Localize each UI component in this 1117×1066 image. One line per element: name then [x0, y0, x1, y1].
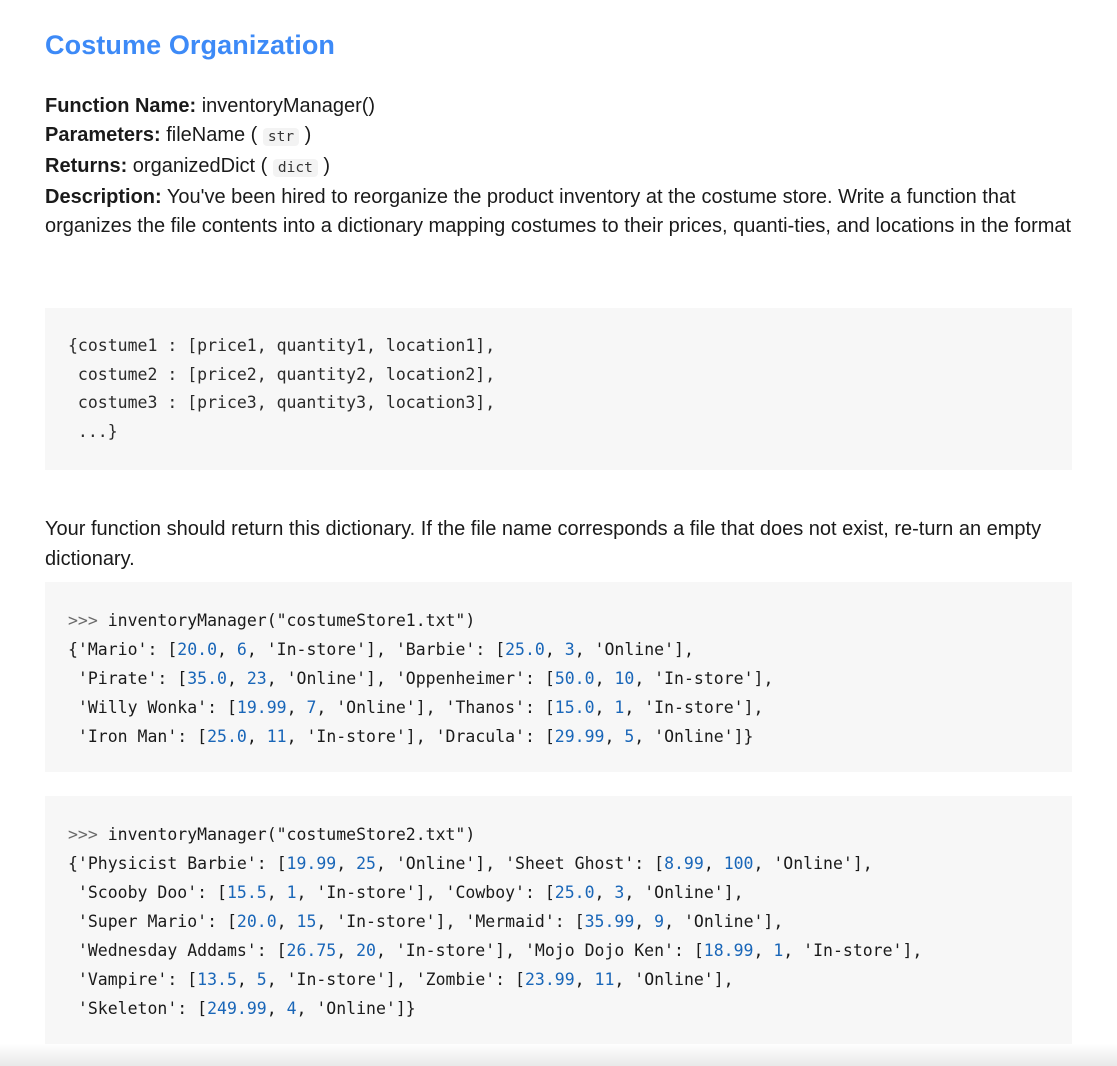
parameters-line	[45, 121, 1072, 152]
code-token: ,	[266, 883, 287, 902]
code-token: 'Willy Wonka': [	[68, 698, 237, 717]
code-token: 'Super Mario': [	[68, 912, 237, 931]
output-line	[68, 965, 1072, 994]
description-text: You've been hired to reorganize the product inventory at the costume store. Write a function that organizes the file contents into a dictionary mapping costumes to their prices, quanti-ties, and locations in the format	[45, 186, 1072, 237]
code-token: , 'In-store'],	[634, 669, 774, 688]
parameters-type: str	[263, 128, 299, 146]
code-token: 'Vampire': [	[68, 970, 198, 989]
number-token: 5	[256, 970, 267, 989]
code-token: , 'Online'],	[614, 970, 734, 989]
code-token: ,	[634, 912, 655, 931]
output-line	[68, 994, 1072, 1023]
number-token: 3	[614, 883, 625, 902]
code-token: , 'In-store'],	[624, 698, 764, 717]
output-line	[68, 936, 1072, 965]
number-token: 25.0	[207, 727, 247, 746]
number-token: 25.0	[554, 883, 595, 902]
call-text: inventoryManager("costumeStore2.txt")	[97, 825, 476, 844]
number-token: 3	[564, 640, 575, 659]
number-token: 15.0	[554, 698, 595, 717]
number-token: 1	[286, 883, 297, 902]
code-token: ,	[703, 854, 724, 873]
output-line	[68, 722, 1072, 751]
code-token: {'Physicist Barbie': [	[68, 854, 287, 873]
number-token: 19.99	[236, 698, 287, 717]
number-token: 50.0	[554, 669, 595, 688]
function-name-value: inventoryManager()	[201, 95, 376, 117]
format-code-block	[45, 308, 1072, 470]
number-token: 100	[723, 854, 754, 873]
returns-type: dict	[273, 159, 318, 177]
code-token: ,	[266, 999, 287, 1018]
number-token: 35.0	[187, 669, 227, 688]
code-token: ,	[594, 883, 615, 902]
call-text: inventoryManager("costumeStore1.txt")	[97, 611, 476, 630]
returns-line	[45, 152, 1072, 183]
code-token: 'Iron Man': [	[68, 727, 208, 746]
number-token: 25.0	[505, 640, 545, 659]
number-token: 20	[356, 941, 376, 960]
number-token: 10	[614, 669, 635, 688]
code-token: ,	[604, 727, 625, 746]
example-1-code-block	[45, 582, 1072, 772]
number-token: 20.0	[177, 640, 218, 659]
number-token: 15	[296, 912, 317, 931]
output-line	[68, 878, 1072, 907]
number-token: 35.99	[584, 912, 635, 931]
code-line: costume2 : [price2, quantity2, location2],	[68, 364, 496, 384]
code-token: , 'Online']}	[296, 999, 416, 1018]
code-token: , 'In-store'],	[783, 941, 923, 960]
prompt: >>>	[68, 611, 98, 630]
code-token: , 'In-store'], 'Zombie': [	[266, 970, 525, 989]
code-line: costume3 : [price3, quantity3, location3],	[68, 393, 496, 412]
code-token: , 'In-store'], 'Mermaid': [	[316, 912, 585, 931]
code-token: , 'Online'], 'Sheet Ghost': [	[375, 854, 665, 873]
code-token: , 'Online'],	[753, 854, 873, 873]
number-token: 23	[246, 669, 267, 688]
description-line	[45, 183, 1072, 241]
number-token: 8.99	[664, 854, 704, 873]
code-token: , 'In-store'], 'Mojo Dojo Ken': [	[375, 941, 704, 960]
number-token: 1	[614, 698, 625, 717]
return-note: Your function should return this dictionary. If the file name corresponds a file that does not exist, re-turn an empty dictionary.	[45, 518, 1042, 570]
prompt: >>>	[68, 825, 98, 844]
page-title: Costume Organization	[45, 30, 336, 60]
code-token: ,	[544, 640, 565, 659]
number-token: 6	[236, 640, 247, 659]
code-token: ,	[753, 941, 774, 960]
number-token: 11	[594, 970, 615, 989]
example-2-code-block	[45, 796, 1072, 1044]
code-token: ,	[574, 970, 595, 989]
number-token: 7	[306, 698, 317, 717]
code-token: ,	[236, 970, 257, 989]
number-token: 23.99	[524, 970, 575, 989]
parameters-close: )	[304, 124, 312, 146]
code-token: ,	[217, 640, 237, 659]
number-token: 11	[266, 727, 287, 746]
code-token: , 'Online']}	[634, 727, 754, 746]
code-line: {costume1 : [price1, quantity1, location1],	[68, 336, 496, 355]
returns-close: )	[323, 155, 331, 177]
code-token: , 'In-store'], 'Cowboy': [	[296, 883, 555, 902]
code-token: , 'Online'], 'Thanos': [	[316, 698, 555, 717]
code-token: ,	[246, 727, 267, 746]
code-token: ,	[286, 698, 307, 717]
number-token: 29.99	[554, 727, 605, 746]
output-line	[68, 849, 1072, 878]
output-line	[68, 907, 1072, 936]
output-line	[68, 635, 1072, 664]
call-line	[68, 820, 1072, 849]
code-token: 'Scooby Doo': [	[68, 883, 227, 902]
bottom-edge-shadow	[0, 1044, 1117, 1066]
number-token: 1	[773, 941, 784, 960]
code-token: , 'In-store'], 'Dracula': [	[286, 727, 555, 746]
function-name-label: Function Name:	[45, 95, 197, 117]
code-token: ,	[226, 669, 247, 688]
parameters-value: fileName (	[166, 124, 258, 146]
function-spec	[45, 92, 1072, 241]
number-token: 249.99	[207, 999, 267, 1018]
code-token: ,	[594, 669, 615, 688]
code-token: 'Skeleton': [	[68, 999, 208, 1018]
code-token: , 'Online'], 'Oppenheimer': [	[266, 669, 555, 688]
code-line: ...}	[68, 421, 118, 441]
number-token: 25	[356, 854, 376, 873]
code-token: 'Pirate': [	[68, 669, 188, 688]
description-label: Description:	[45, 186, 162, 208]
number-token: 9	[654, 912, 665, 931]
code-token: {'Mario': [	[68, 640, 178, 659]
code-token: , 'Online'],	[664, 912, 784, 931]
code-token: , 'Online'],	[624, 883, 744, 902]
code-token: , 'In-store'], 'Barbie': [	[246, 640, 506, 659]
returns-value: organizedDict (	[132, 155, 268, 177]
function-name-line	[45, 92, 1072, 121]
call-line	[68, 606, 1072, 635]
output-line	[68, 693, 1072, 722]
number-token: 26.75	[286, 941, 337, 960]
code-token: ,	[276, 912, 297, 931]
code-token: ,	[336, 854, 357, 873]
number-token: 13.5	[197, 970, 237, 989]
output-line	[68, 664, 1072, 693]
number-token: 18.99	[703, 941, 754, 960]
returns-label: Returns:	[45, 155, 128, 177]
code-token: , 'Online'],	[574, 640, 694, 659]
number-token: 19.99	[286, 854, 337, 873]
code-token: ,	[594, 698, 615, 717]
number-token: 20.0	[236, 912, 277, 931]
number-token: 5	[624, 727, 635, 746]
code-token: 'Wednesday Addams': [	[68, 941, 287, 960]
code-token: ,	[336, 941, 357, 960]
number-token: 15.5	[226, 883, 267, 902]
number-token: 4	[286, 999, 297, 1018]
parameters-label: Parameters:	[45, 124, 161, 146]
